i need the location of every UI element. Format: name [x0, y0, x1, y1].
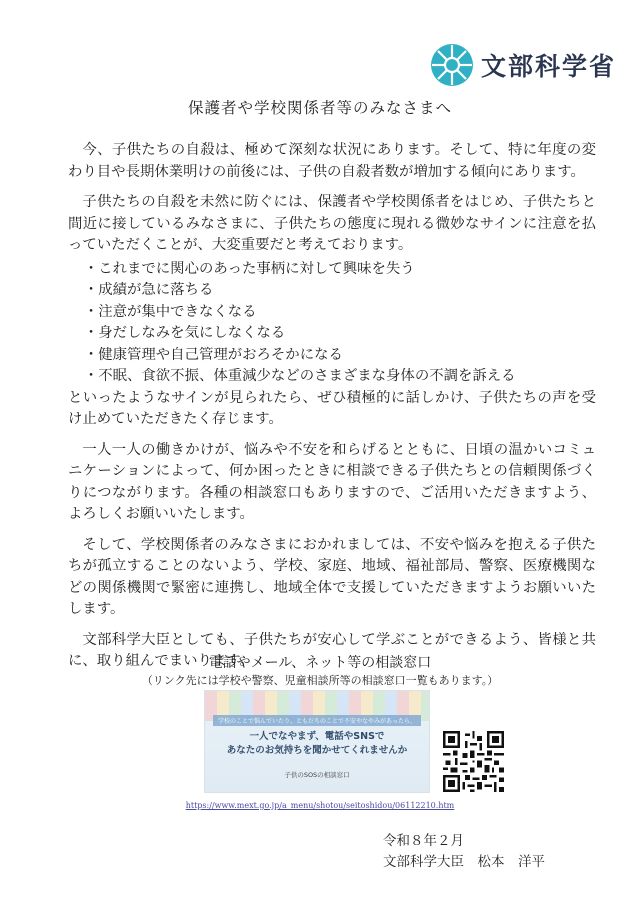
page-title: 保護者や学校関係者等のみなさまへ: [187, 99, 452, 117]
mext-emblem-icon: [430, 43, 474, 87]
logo-text: 文部科学省: [481, 52, 617, 81]
mext-logo: [430, 43, 616, 87]
issue-date: 令和８年２月: [383, 833, 464, 849]
paragraph-2: 子供たちの自殺を未然に防ぐには、保護者や学校関係者をはじめ、子供たちと間近に接しているみなさまに、子供たちの態度に現れる微妙なサインに注意を払っていただくことが、大変重要だと考えております。: [68, 194, 596, 253]
banner-small-text: 学校のことで悩んでいたり、ともだちのことで不安やなやみがあったら、: [213, 715, 421, 726]
consult-title: 電話やメール、ネット等の相談窓口: [208, 655, 432, 671]
consult-link[interactable]: https://www.mext.go.jp/a_menu/shotou/seitoshidou/06112210.htm: [185, 801, 455, 810]
paragraph-1: 今、子供たちの自殺は、極めて深刻な状況にあります。そして、特に年度の変わり目や長期休業明けの前後には、子供の自殺者数が増加する傾向にあります。: [68, 142, 596, 180]
list-item: ・健康管理や自己管理がおろそかになる: [83, 346, 343, 363]
paragraph-3: といったようなサインが見られたら、ぜひ積極的に話しかけ、子供たちの声を受け止めていただきたく存じます。: [68, 389, 596, 427]
list-item: ・不眠、食欲不振、体重減少などのさまざまな身体の不調を訴える: [83, 368, 516, 384]
qr-code-icon[interactable]: [443, 731, 504, 792]
paragraph-4: 一人一人の働きかけが、悩みや不安を和らげるとともに、日頃の温かいコミュニケーションによって、何か困ったときに相談できる子供たちとの信頼関係づくりにつながります。各種の相談窓口もありますので、ご活用いただきますよう、よろしくお願いいたします。: [68, 441, 596, 522]
signature: 文部科学大臣 松本 洋平: [383, 854, 545, 870]
banner-headline-2: あなたのお気持ちを聞かせてくれませんか: [226, 745, 408, 756]
list-item: ・これまでに関心のあった事柄に対して興味を失う: [83, 260, 415, 277]
warning-signs-list: [68, 259, 596, 388]
list-item: ・成績が急に落ちる: [83, 282, 214, 298]
paragraph-6: 文部科学大臣としても、子供たちが安心して学ぶことができるよう、皆様と共に、取り組んでまいります。: [68, 631, 596, 669]
letter-body: [68, 140, 596, 682]
consult-subtitle: （リンク先には学校や警察、児童相談所等の相談窓口一覧もあります。）: [141, 674, 499, 687]
list-item: ・身だしなみを気にしなくなる: [83, 325, 286, 341]
list-item: ・注意が集中できなくなる: [83, 303, 257, 320]
sos-banner[interactable]: [205, 691, 429, 792]
banner-footer: 子供のSOSの相談窓口: [284, 771, 350, 779]
paragraph-5: そして、学校関係者のみなさまにおかれましては、不安や悩みを抱える子供たちが孤立することのないよう、学校、家庭、地域、福祉部局、警察、医療機関などの関係機関で緊密に連携し、地域全体で支援していただきますようお願いいたします。: [68, 536, 596, 617]
banner-headline-1: 一人でなやまず、電話やSNSで: [249, 731, 385, 742]
